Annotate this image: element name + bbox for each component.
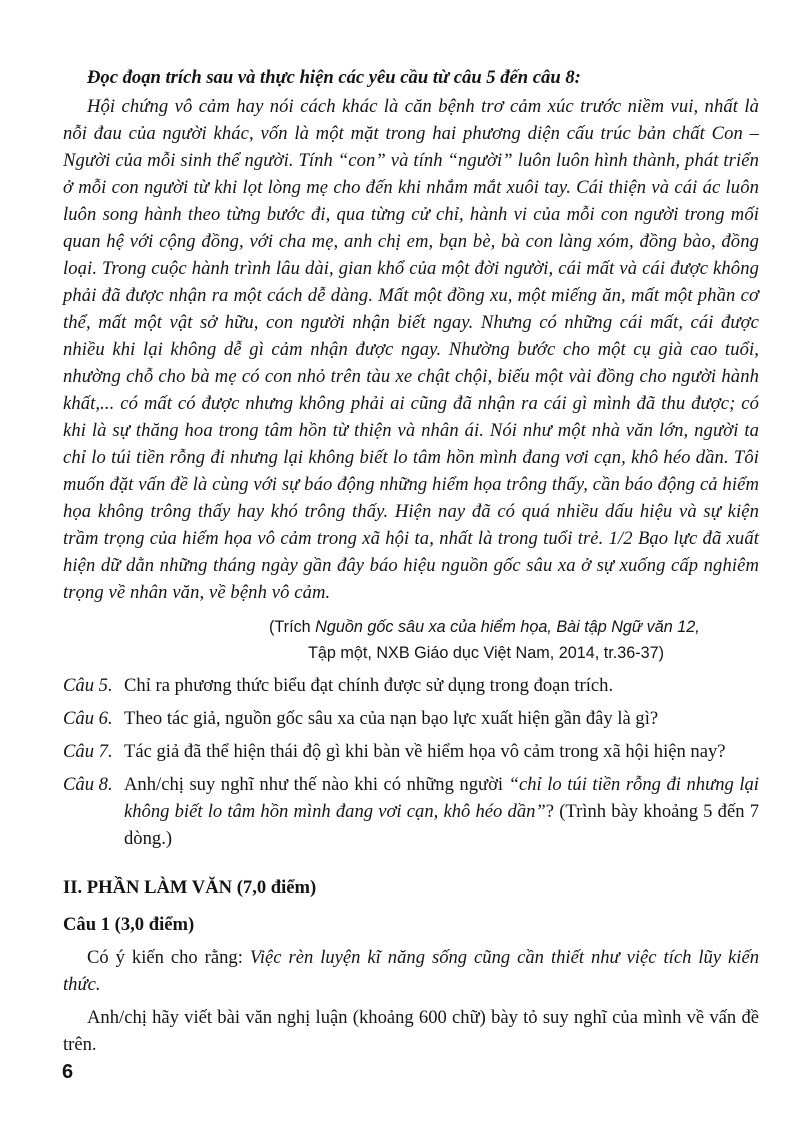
source-publication: Tập một, NXB Giáo dục Việt Nam, 2014, tr.36-37): [308, 644, 664, 662]
prompt-opinion: Việc rèn luyện kĩ năng sống cũng cần thiết như việc tích lũy kiến thức.: [63, 947, 760, 995]
question-text-end: ? (Trình bày khoảng 5 đến 7 dòng.): [124, 801, 759, 849]
question-text: Chỉ ra phương thức biểu đạt chính được sử dụng trong đoạn trích.: [124, 675, 614, 696]
writing-section-title: II. PHẦN LÀM VĂN (7,0 điểm): [63, 877, 317, 898]
question-7: [63, 738, 759, 765]
reading-instruction: Đọc đoạn trích sau và thực hiện các yêu cầu từ câu 5 đến câu 8:: [87, 67, 581, 88]
question-quote: “chỉ lo túi tiền rỗng đi nhưng lại không biết lo tâm hồn mình đang vơi cạn, khô héo dần”: [124, 774, 759, 822]
question-number: Câu 5.: [63, 675, 113, 696]
question-6: [63, 705, 759, 732]
source-prefix: (Trích: [269, 618, 316, 636]
writing-question-1-title: Câu 1 (3,0 điểm): [63, 914, 195, 935]
question-number: Câu 6.: [63, 708, 113, 729]
reading-passage: Hội chứng vô cảm hay nói cách khác là căn bệnh trơ cảm xúc trước niềm vui, nhất là nỗi đau của người khác, vốn là một mặt trong hai phương diện cấu trúc bản chất Con – Người của mỗi sinh thể người. Tính “con” và tính “người” luôn luôn hình thành, phát triển ở mỗi con người từ khi lọt lòng mẹ cho đến khi nhắm mắt xuôi tay. Cái thiện và cái ác luôn luôn song hành theo từng bước đi, qua từng cử chỉ, hành vi của mỗi con người trong mối quan hệ với cộng đồng, với cha mẹ, anh chị em, bạn bè, bà con làng xóm, đồng bào, đồng loại. Trong cuộc hành trình lâu dài, gian khổ của một đời người, cái mất và cái được không phải đã được nhận ra một cách dễ dàng. Mất một đồng xu, một miếng ăn, mất một phần cơ thể, mất một vật sở hữu, con người nhận biết ngay. Nhưng có những cái mất, cái được nhiều khi lại không dễ gì cảm nhận được ngay. Nhường bước cho một cụ già cao tuổi, nhường chỗ cho bà mẹ có con nhỏ trên tàu xe chật chội, biếu một vài đồng cho người hành khất,... có mất có được nhưng không phải ai cũng đã nhận ra cái gì mình đã thu được; có khi là sự thăng hoa trong tâm hồn từ thiện và nhân ái. Nói như một nhà văn lớn, người ta chỉ lo túi tiền rỗng đi nhưng lại không biết lo tâm hồn mình đang vơi cạn, khô héo dần. Tôi muốn đặt vấn đề là cùng với sự báo động những hiểm họa trông thấy, cần báo động cả hiểm họa không trông thấy hay khó trông thấy. Hiện nay đã có quá nhiều dấu hiệu và sự kiện trầm trọng của hiểm họa vô cảm trong xã hội ta, nhất là trong tuổi trẻ. 1/2 Bạo lực đã xuất hiện dữ dằn những tháng ngày gần đây báo hiệu nguồn gốc sâu xa ở sự xuống cấp nghiêm trọng về nhân văn, về bệnh vô cảm.: [63, 96, 759, 603]
question-text: Tác giả đã thể hiện thái độ gì khi bàn về hiểm họa vô cảm trong xã hội hiện nay?: [124, 741, 726, 762]
question-number: Câu 8.: [63, 774, 113, 795]
page-number: 6: [62, 1061, 74, 1083]
source-title: Nguồn gốc sâu xa của hiểm họa, Bài tập Ngữ văn 12,: [315, 618, 700, 636]
question-number: Câu 7.: [63, 741, 113, 762]
question-8: [63, 771, 759, 852]
question-text: Anh/chị suy nghĩ như thế nào khi có những người: [124, 774, 509, 795]
writing-question-1-task: Anh/chị hãy viết bài văn nghị luận (khoảng 600 chữ) bày tỏ suy nghĩ của mình về vấn đề trên.: [63, 1007, 759, 1055]
passage-source: [269, 614, 759, 666]
exam-page: [63, 64, 759, 1058]
question-5: [63, 672, 759, 699]
writing-question-1-prompt: [63, 944, 759, 998]
prompt-intro: Có ý kiến cho rằng:: [87, 947, 250, 968]
question-text: Theo tác giả, nguồn gốc sâu xa của nạn bạo lực xuất hiện gần đây là gì?: [124, 708, 659, 729]
